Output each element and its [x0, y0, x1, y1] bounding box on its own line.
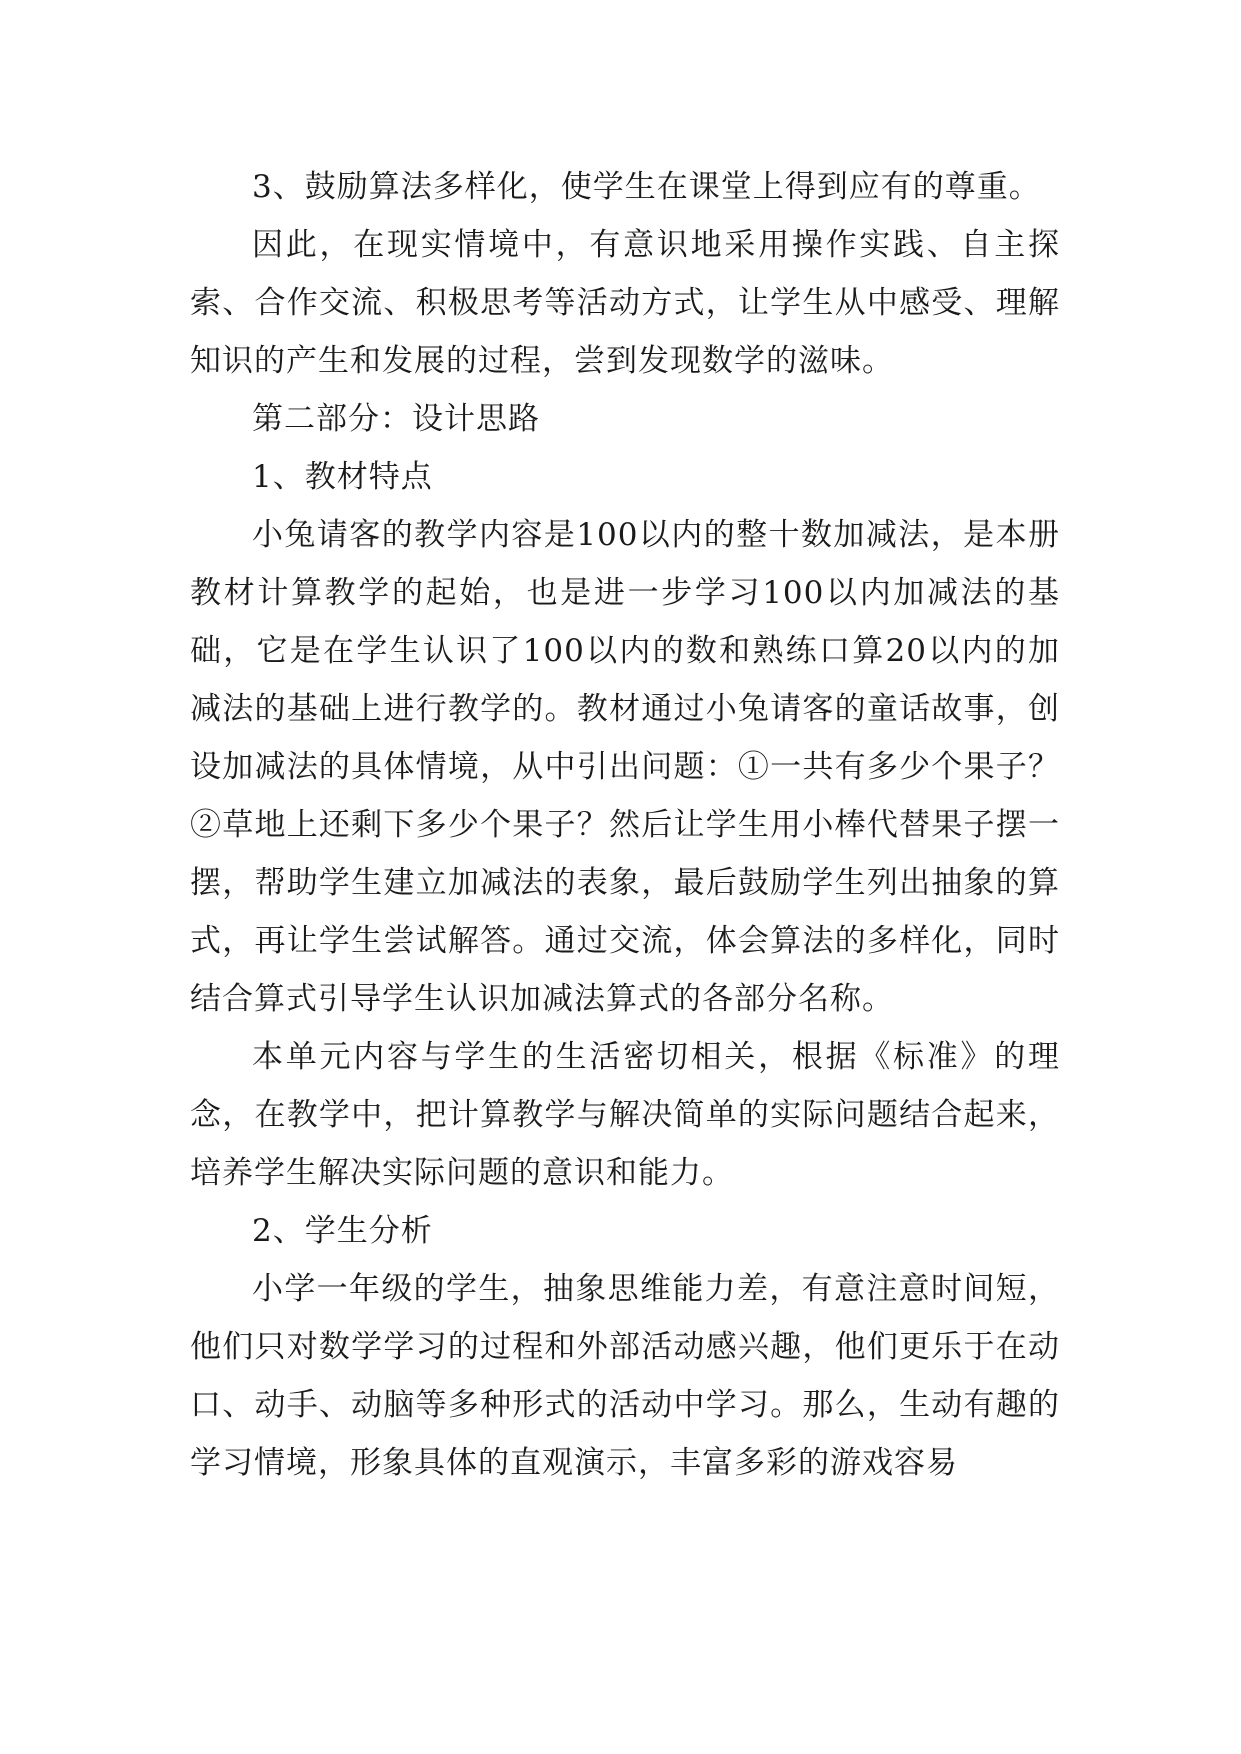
paragraph-unit-content: 本单元内容与学生的生活密切相关，根据《标准》的理念，在教学中，把计算教学与解决简单的实际问题结合起来，培养学生解决实际问题的意识和能力。: [190, 1039, 1060, 1191]
section-heading-design-ideas: 第二部分：设计思路: [252, 401, 540, 437]
paragraph-student-analysis: 小学一年级的学生，抽象思维能力差，有意注意时间短，他们只对数学学习的过程和外部活动感兴趣，他们更乐于在动口、动手、动脑等多种形式的活动中学习。那么，生动有趣的学习情境，形象具体的直观演示，丰富多彩的游戏容易: [190, 1271, 1060, 1481]
paragraph-therefore: 因此，在现实情境中，有意识地采用操作实践、自主探索、合作交流、积极思考等活动方式，让学生从中感受、理解知识的产生和发展的过程，尝到发现数学的滋味。: [190, 227, 1060, 379]
document-body: [190, 158, 1060, 1492]
paragraph-encourage-algorithms: 3、鼓励算法多样化，使学生在课堂上得到应有的尊重。: [252, 169, 1041, 205]
paragraph-textbook-content: 小兔请客的教学内容是100以内的整十数加减法，是本册教材计算教学的起始，也是进一步学习100以内加减法的基础，它是在学生认识了100以内的数和熟练口算20以内的加减法的基础上进行教学的。教材通过小兔请客的童话故事，创设加减法的具体情境，从中引出问题：①一共有多少个果子？②草地上还剩下多少个果子？然后让学生用小棒代替果子摆一摆，帮助学生建立加减法的表象，最后鼓励学生列出抽象的算式，再让学生尝试解答。通过交流，体会算法的多样化，同时结合算式引导学生认识加减法算式的各部分名称。: [190, 517, 1060, 1017]
subheading-student-analysis: 2、学生分析: [252, 1213, 433, 1249]
subheading-textbook-features: 1、教材特点: [252, 459, 433, 495]
